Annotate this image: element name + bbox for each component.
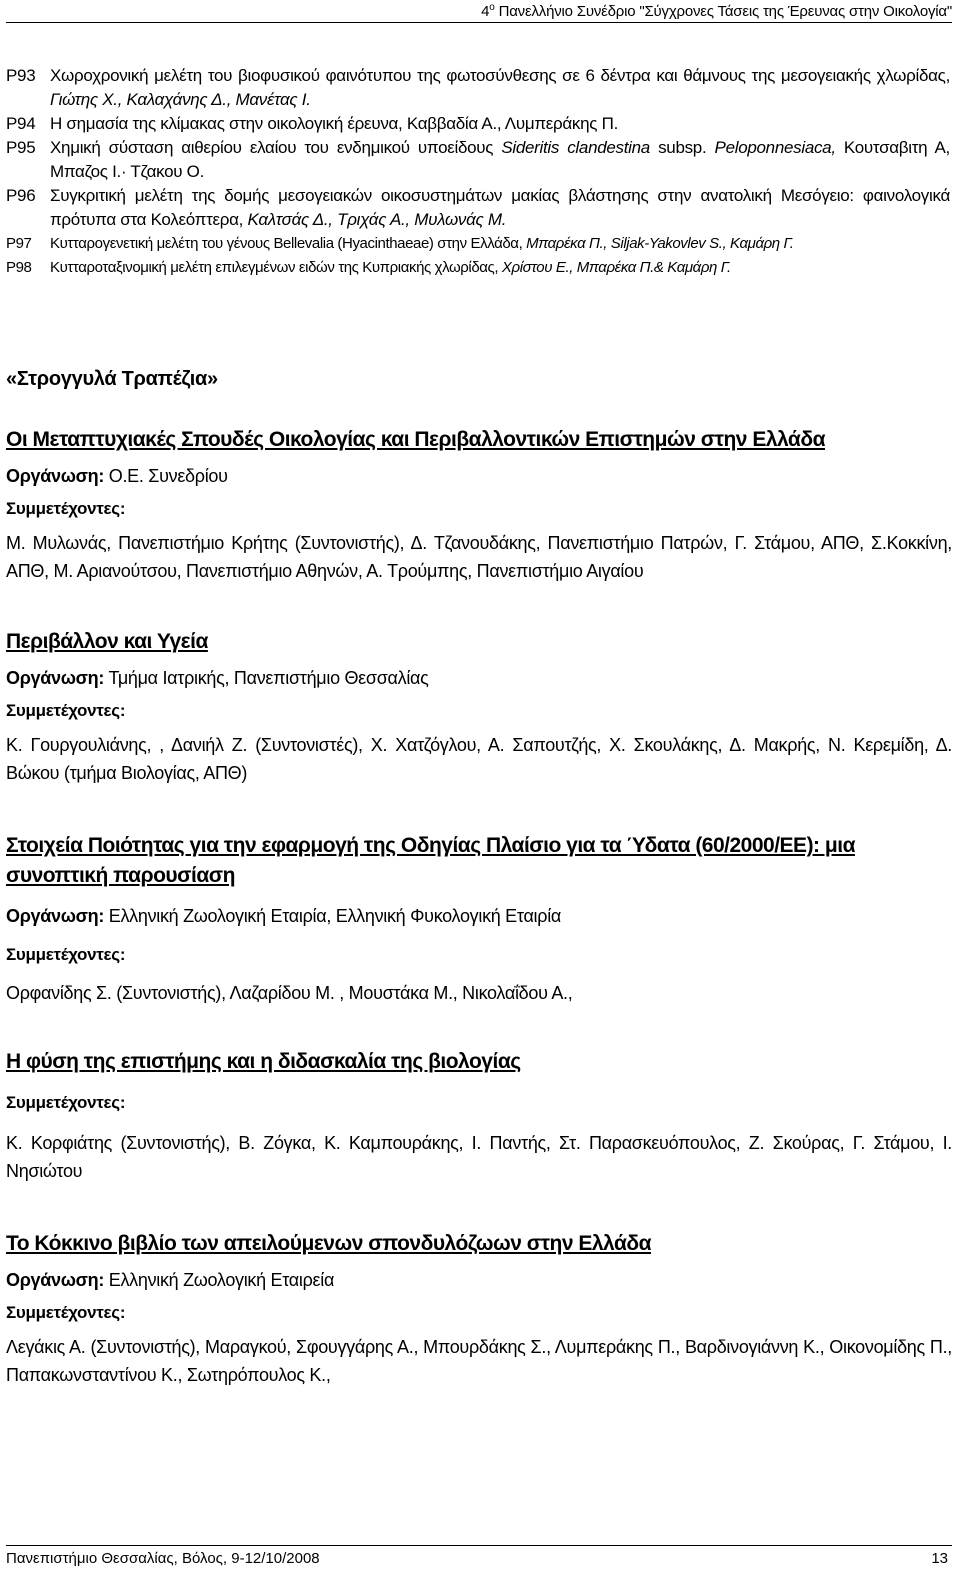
poster-text (50, 64, 950, 112)
participants-list: Κ. Γουργουλιάνης, , Δανιήλ Ζ. (Συντονιστές), Χ. Χατζόγλου, Α. Σαπουτζής, Χ. Σκουλάκης, Δ. Μακρής, Ν. Κερεμίδη, Δ. Βώκου (τμήμα Βιολογίας, ΑΠΘ) (6, 735, 952, 783)
section-title: Το Κόκκινο βιβλίο των απειλούμενων σπονδυλόζωων στην Ελλάδα (6, 1232, 652, 1255)
poster-text (50, 232, 950, 256)
roundtable-section (6, 425, 952, 585)
page-number: 13 (931, 1550, 948, 1567)
organization-label: Οργάνωση: (6, 668, 105, 688)
participants-label: Συμμετέχοντες: (6, 499, 126, 518)
organization-value: Τμήμα Ιατρικής, Πανεπιστήμιο Θεσσαλίας (108, 668, 429, 688)
organization-line (6, 463, 952, 489)
roundtable-section (6, 831, 952, 1007)
participants-list: Λεγάκις Α. (Συντονιστής), Μαραγκού, Σφουγγάρης Α., Μπουρδάκης Σ., Λυμπεράκης Π., Βαρδινογιάννη Κ., Οικονομίδης Π., Παπακωνσταντίνου Κ., Σωτηρόπουλος Κ., (6, 1337, 952, 1385)
participants-label: Συμμετέχοντες: (6, 1303, 126, 1322)
header-conference-title: Πανελλήνιο Συνέδριο "Σύγχρονες Τάσεις της Έρευνας στην Οικολογία" (494, 3, 952, 20)
poster-species-name: Sideritis clandestina (501, 138, 650, 157)
poster-number: P94 (6, 114, 36, 133)
poster-entry-p93 (6, 64, 950, 112)
organization-value: Ο.Ε. Συνεδρίου (108, 466, 228, 486)
poster-title-cont: subsp. (649, 138, 715, 157)
poster-entry-p98 (6, 256, 950, 280)
footer-rule (6, 1545, 952, 1546)
participants-label: Συμμετέχοντες: (6, 701, 126, 720)
roundtables-heading: «Στρογγυλά Τραπέζια» (6, 368, 218, 390)
organization-label: Οργάνωση: (6, 906, 105, 926)
poster-title: Κυτταρογενετική μελέτη του γένους Bellevalia (Hyacinthaeae) στην Ελλάδα, (50, 235, 527, 252)
poster-number: P93 (6, 66, 36, 85)
header-rule (6, 22, 952, 23)
poster-text (50, 256, 950, 280)
poster-subspecies-name: Peloponnesiaca, (714, 138, 836, 157)
organization-line (6, 665, 952, 691)
header-edition-number: 4 (481, 3, 490, 20)
poster-number: P98 (6, 259, 32, 276)
poster-entry-p94 (6, 112, 950, 136)
organization-label: Οργάνωση: (6, 1270, 105, 1290)
participants-list: Ορφανίδης Σ. (Συντονιστής), Λαζαρίδου Μ. , Μουστάκα Μ., Νικολαΐδου Α., (6, 983, 573, 1003)
participants-label: Συμμετέχοντες: (6, 945, 126, 964)
poster-list (6, 64, 950, 280)
poster-authors: Κουτσαβιτη Α, Μπαζος Ι.· Τζακου Ο. (50, 138, 950, 181)
roundtable-section (6, 1047, 952, 1185)
participants-list: Κ. Κορφιάτης (Συντονιστής), Β. Ζόγκα, Κ. Καμπουράκης, Ι. Παντής, Στ. Παρασκευόπουλος, Ζ. Σκούρας, Γ. Στάμου, Ι. Νησιώτου (6, 1133, 952, 1181)
organization-label: Οργάνωση: (6, 466, 105, 486)
poster-text (50, 136, 950, 184)
section-title: Στοιχεία Ποιότητας για την εφαρμογή της Οδηγίας Πλαίσιο για τα Ύδατα (60/2000/ΕΕ): μια συνοπτική παρουσίαση (6, 834, 855, 887)
header-ordinal-superscript: ο (489, 2, 495, 13)
footer-venue-date: Πανεπιστήμιο Θεσσαλίας, Βόλος, 9-12/10/2008 (6, 1550, 320, 1567)
poster-title: Συγκριτική μελέτη της δομής μεσογειακών οικοσυστημάτων μακίας βλάστησης στην ανατολική Μεσόγειο: φαινολογικά πρότυπα στα Κολεόπτερα, (50, 186, 950, 229)
poster-title: Κυτταροταξινομική μελέτη επιλεγμένων ειδών της Κυπριακής χλωρίδας, (50, 259, 502, 276)
roundtable-section (6, 627, 952, 787)
poster-authors: Καλτσάς Δ., Τριχάς Α., Μυλωνάς Μ. (247, 210, 507, 229)
poster-entry-p96 (6, 184, 950, 232)
roundtable-section (6, 1229, 952, 1389)
organization-value: Ελληνική Ζωολογική Εταιρεία (108, 1270, 335, 1290)
poster-authors: Μπαρέκα Π., Siljak-Yakovlev S., Καμάρη Γ. (526, 235, 794, 252)
poster-authors: Χρίστου Ε., Μπαρέκα Π.& Καμάρη Γ. (501, 259, 731, 276)
section-title: Η φύση της επιστήμης και η διδασκαλία της βιολογίας (6, 1050, 521, 1073)
poster-number: P95 (6, 138, 36, 157)
poster-entry-p95 (6, 136, 950, 184)
poster-authors: Γιώτης Χ., Καλαχάνης Δ., Μανέτας Ι. (50, 90, 311, 109)
poster-entry-p97 (6, 232, 950, 256)
organization-value: Ελληνική Ζωολογική Εταιρία, Ελληνική Φυκολογική Εταιρία (108, 906, 561, 926)
poster-title: Η σημασία της κλίμακας στην οικολογική έρευνα, Καββαδία Α., Λυμπεράκης Π. (50, 114, 618, 133)
poster-number: P97 (6, 235, 32, 252)
roundtables-block (6, 368, 952, 1389)
running-header (0, 2, 952, 20)
section-title: Οι Μεταπτυχιακές Σπουδές Οικολογίας και Περιβαλλοντικών Επιστημών στην Ελλάδα (6, 428, 825, 451)
organization-line (6, 903, 952, 929)
organization-line (6, 1267, 952, 1293)
poster-title: Χημική σύσταση αιθερίου ελαίου του ενδημικού υποείδους (50, 138, 502, 157)
poster-title: Χωροχρονική μελέτη του βιοφυσικού φαινότυπου της φωτοσύνθεσης σε 6 δέντρα και θάμνους της μεσογειακής χλωρίδας, (50, 66, 950, 85)
section-title: Περιβάλλον και Υγεία (6, 630, 208, 653)
poster-text (50, 184, 950, 232)
participants-label: Συμμετέχοντες: (6, 1093, 126, 1112)
poster-number: P96 (6, 186, 36, 205)
participants-list: Μ. Μυλωνάς, Πανεπιστήμιο Κρήτης (Συντονιστής), Δ. Τζανουδάκης, Πανεπιστήμιο Πατρών, Γ. Στάμου, ΑΠΘ, Σ.Κοκκίνη, ΑΠΘ, Μ. Αριανούτσου, Πανεπιστήμιο Αθηνών, Α. Τρούμπης, Πανεπιστήμιο Αιγαίου (6, 533, 952, 581)
